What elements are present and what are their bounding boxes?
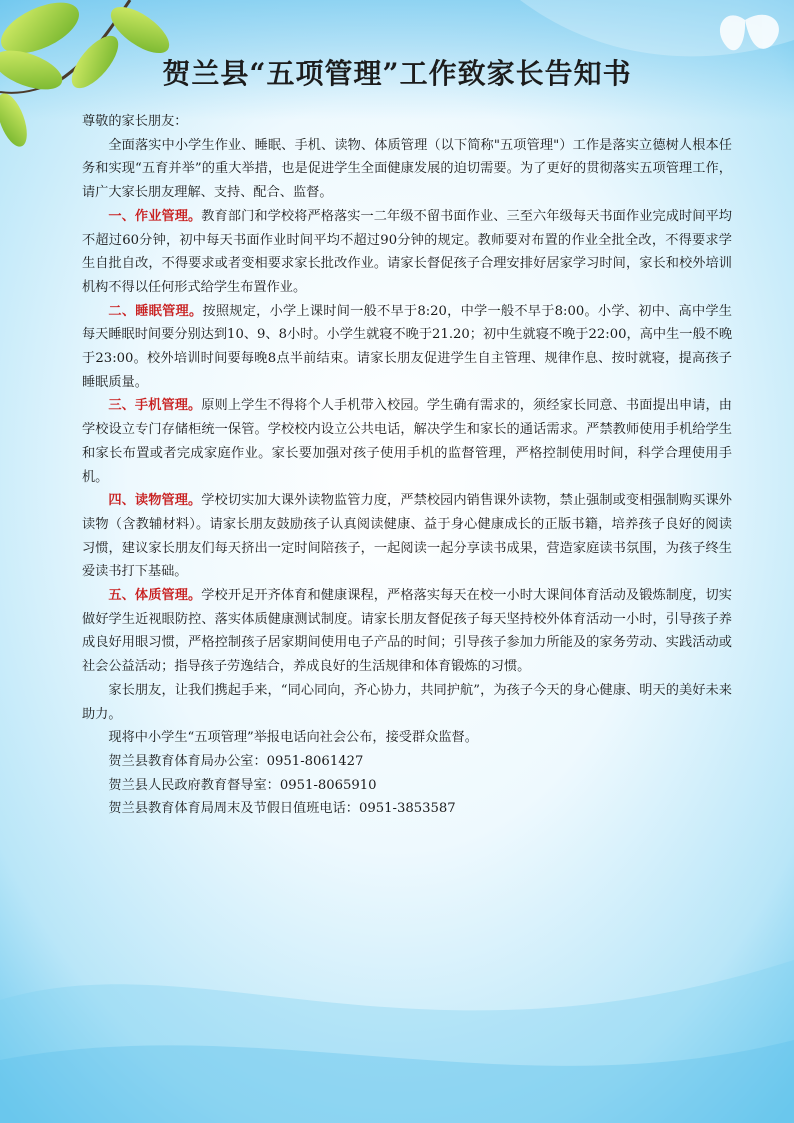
document-body — [82, 110, 732, 821]
section-phone — [82, 394, 732, 489]
salutation: 尊敬的家长朋友： — [82, 114, 188, 129]
section-heading: 五、体质管理。 — [108, 588, 202, 604]
section-heading: 三、手机管理。 — [108, 398, 202, 414]
closing-paragraph: 家长朋友，让我们携起手来，“同心同向，齐心协力，共同护航”，为孩子今天的身心健康、明天的美好未来助力。 — [82, 682, 732, 722]
announcement: 现将中小学生“五项管理”举报电话向社会公布，接受群众监督。 — [108, 730, 478, 746]
section-text: 教育部门和学校将严格落实一二年级不留书面作业、三至六年级每天书面作业完成时间平均不超过60分钟，初中每天书面作业时间平均不超过90分钟的规定。教师要对布置的作业全批全改，不得要求学生自批自改，不得要求或者变相要求家长批改作业。请家长督促孩子合理安排好居家学习时间，家长和校外培训机构不得以任何形式给学生布置作业。 — [82, 208, 732, 295]
section-heading: 二、睡眠管理。 — [108, 303, 203, 319]
contact-line: 贺兰县人民政府教育督导室：0951-8065910 — [108, 777, 377, 793]
section-fitness — [82, 584, 732, 679]
intro-paragraph: 全面落实中小学生作业、睡眠、手机、读物、体质管理（以下简称"五项管理"）工作是落实立德树人根本任务和实现“五育并举”的重大举措，也是促进学生全面健康发展的迫切需要。为了更好的贯彻落实五项管理工作，请广大家长朋友理解、支持、配合、监督。 — [82, 137, 732, 201]
section-reading — [82, 489, 732, 584]
section-text: 按照规定，小学上课时间一般不早于8:20，中学一般不早于8:00。小学、初中、高中学生每天睡眠时间要分别达到10、9、8小时。小学生就寝不晚于21.20；初中生就寝不晚于22:00，高中生一般不晚于23:00。校外培训时间要每晚8点半前结束。请家长朋友促进学生自主管理、规律作息、按时就寝，提高孩子睡眠质量。 — [82, 303, 733, 390]
section-text: 学校切实加大课外读物监管力度，严禁校园内销售课外读物，禁止强制或变相强制购买课外读物（含教辅材料）。请家长朋友鼓励孩子认真阅读健康、益于身心健康成长的正版书籍，培养孩子良好的阅读习惯，建议家长朋友们每天挤出一定时间陪孩子，一起阅读一起分享读书成果，营造家庭读书氛围，为孩子终生爱读书打下基础。 — [82, 493, 732, 580]
section-heading: 一、作业管理。 — [108, 208, 202, 224]
section-heading: 四、读物管理。 — [108, 493, 202, 509]
page-title: 贺兰县“五项管理”工作致家长告知书 — [162, 57, 632, 90]
contact-line: 贺兰县教育体育局办公室：0951-8061427 — [108, 753, 364, 769]
section-homework — [82, 205, 732, 300]
section-text: 原则上学生不得将个人手机带入校园。学生确有需求的，须经家长同意、书面提出申请，由学校设立专门存储柜统一保管。学校校内设立公共电话，解决学生和家长的通话需求。严禁教师使用手机给学生和家长布置或者完成家庭作业。家长要加强对孩子使用手机的监督管理，严格控制使用时间，科学合理使用手机。 — [82, 398, 732, 485]
section-text: 学校开足开齐体育和健康课程，严格落实每天在校一小时大课间体育活动及锻炼制度，切实做好学生近视眼防控、落实体质健康测试制度。请家长朋友督促孩子每天坚持校外体育活动一小时，引导孩子养成良好用眼习惯，严格控制孩子居家期间使用电子产品的时间；引导孩子参加力所能及的家务劳动、实践活动或社会公益活动；指导孩子劳逸结合，养成良好的生活规律和体育锻炼的习惯。 — [82, 588, 732, 675]
section-sleep — [82, 300, 732, 395]
contact-line: 贺兰县教育体育局周末及节假日值班电话：0951-3853587 — [108, 801, 456, 817]
